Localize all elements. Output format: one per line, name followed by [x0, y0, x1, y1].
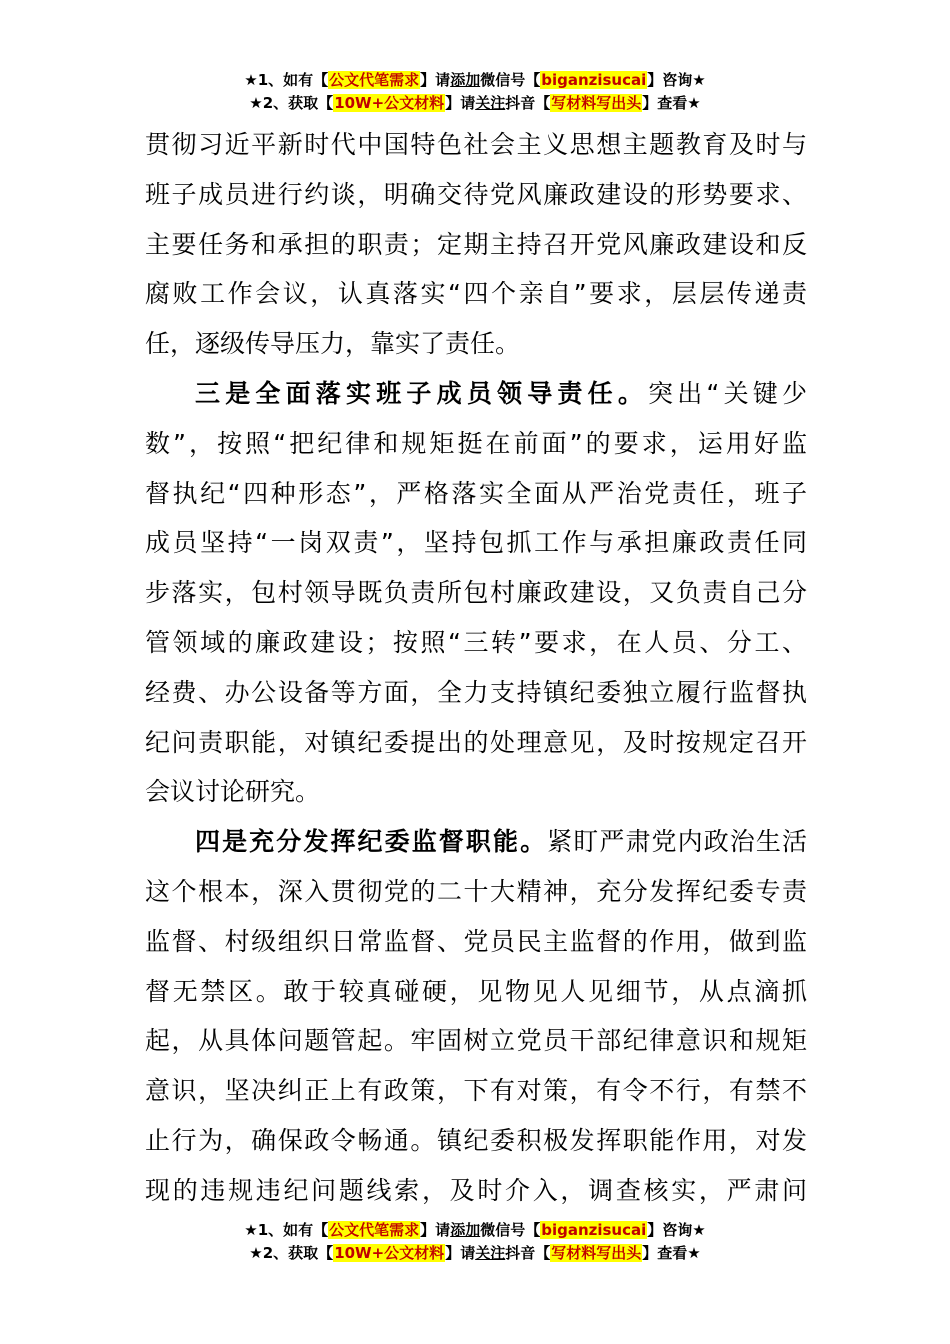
text-line: 数”，按照“把纪律和规矩挺在前面”的要求，运用好监	[145, 428, 807, 458]
banner-text: 抖音【	[505, 1244, 551, 1262]
banner-text: ★2、获取【	[249, 94, 334, 112]
text-line: 管领域的廉政建设；按照“三转”要求，在人员、分工、	[145, 627, 807, 657]
text-line: 起，从具体问题管起。牢固树立党员干部纪律意识和规矩	[145, 1026, 807, 1056]
banner-text: 】请	[445, 94, 476, 112]
douyin-account-highlight: 写材料写出头	[551, 94, 642, 112]
banner-highlight: 公文代笔需求	[329, 71, 420, 89]
banner-text: ★2、获取【	[249, 1244, 334, 1262]
banner-text: 】请	[420, 71, 451, 89]
banner-highlight: 公文代笔需求	[329, 1221, 420, 1239]
footer-ad-banner	[0, 1219, 950, 1265]
banner-underlined-text: 关注	[475, 1244, 506, 1262]
banner-underlined-text: 关注	[475, 94, 506, 112]
header-banner-line-1	[0, 69, 950, 92]
text-line: 成员坚持“一岗双责”，坚持包抓工作与承担廉政责任同	[145, 528, 807, 558]
paragraph-heading: 四是充分发挥纪委监督职能。	[195, 827, 548, 857]
text-line: 纪问责职能，对镇纪委提出的处理意见，及时按规定召开	[145, 727, 807, 757]
paragraph-3	[145, 817, 807, 1215]
banner-underlined-text: 添加	[450, 1221, 481, 1239]
header-ad-banner	[0, 69, 950, 115]
text-line: 会议讨论研究。	[145, 777, 321, 807]
text-line: 班子成员进行约谈，明确交待党风廉政建设的形势要求、	[145, 179, 807, 209]
text-line: 监督、村级组织日常监督、党员民主监督的作用，做到监	[145, 926, 807, 956]
banner-text: 微信号【	[480, 1221, 541, 1239]
banner-highlight: 10W+公文材料	[334, 1244, 445, 1262]
footer-banner-line-2	[0, 1242, 950, 1265]
paragraph-1	[145, 120, 807, 369]
paragraph-2	[145, 369, 807, 817]
text-line: 止行为，确保政令畅通。镇纪委积极发挥职能作用，对发	[145, 1125, 807, 1155]
banner-text: ★1、如有【	[244, 1221, 329, 1239]
banner-text: 】咨询★	[647, 1221, 706, 1239]
banner-text: 抖音【	[505, 94, 551, 112]
text-line: 经费、办公设备等方面，全力支持镇纪委独立履行监督执	[145, 677, 807, 707]
paragraph-first-line	[145, 817, 807, 867]
header-banner-line-2	[0, 92, 950, 115]
banner-underlined-text: 添加	[450, 71, 481, 89]
banner-text: ★1、如有【	[244, 71, 329, 89]
text-run: 突出“关键少	[648, 378, 807, 408]
text-line: 意识，坚决纠正上有政策，下有对策，有令不行，有禁不	[145, 1076, 807, 1106]
banner-text: 微信号【	[480, 71, 541, 89]
wechat-id-highlight: biganzisucai	[541, 1221, 647, 1239]
text-line: 现的违规违纪问题线索，及时介入，调查核实，严肃问	[145, 1175, 807, 1205]
douyin-account-highlight: 写材料写出头	[551, 1244, 642, 1262]
paragraph-first-line	[145, 369, 807, 419]
wechat-id-highlight: biganzisucai	[541, 71, 647, 89]
banner-text: 】查看★	[642, 94, 701, 112]
text-line: 任，逐级传导压力，靠实了责任。	[145, 329, 521, 359]
text-run: 紧盯严肃党内政治生活	[547, 827, 807, 857]
text-line: 主要任务和承担的职责；定期主持召开党风廉政建设和反	[145, 229, 807, 259]
text-line: 贯彻习近平新时代中国特色社会主义思想主题教育及时与	[145, 130, 807, 159]
text-line: 腐败工作会议，认真落实“四个亲自”要求，层层传递责	[145, 279, 807, 309]
paragraph-heading: 三是全面落实班子成员领导责任。	[195, 378, 649, 408]
text-line: 这个根本，深入贯彻党的二十大精神，充分发挥纪委专责	[145, 876, 807, 906]
footer-banner-line-1	[0, 1219, 950, 1242]
banner-text: 】请	[445, 1244, 476, 1262]
banner-text: 】查看★	[642, 1244, 701, 1262]
text-line: 步落实，包村领导既负责所包村廉政建设，又负责自己分	[145, 578, 807, 608]
document-body	[145, 120, 807, 1216]
text-line: 督无禁区。敢于较真碰硬，见物见人见细节，从点滴抓	[145, 976, 807, 1006]
banner-text: 】咨询★	[647, 71, 706, 89]
banner-highlight: 10W+公文材料	[334, 94, 445, 112]
banner-text: 】请	[420, 1221, 451, 1239]
text-line: 督执纪“四种形态”，严格落实全面从严治党责任，班子	[145, 478, 807, 508]
